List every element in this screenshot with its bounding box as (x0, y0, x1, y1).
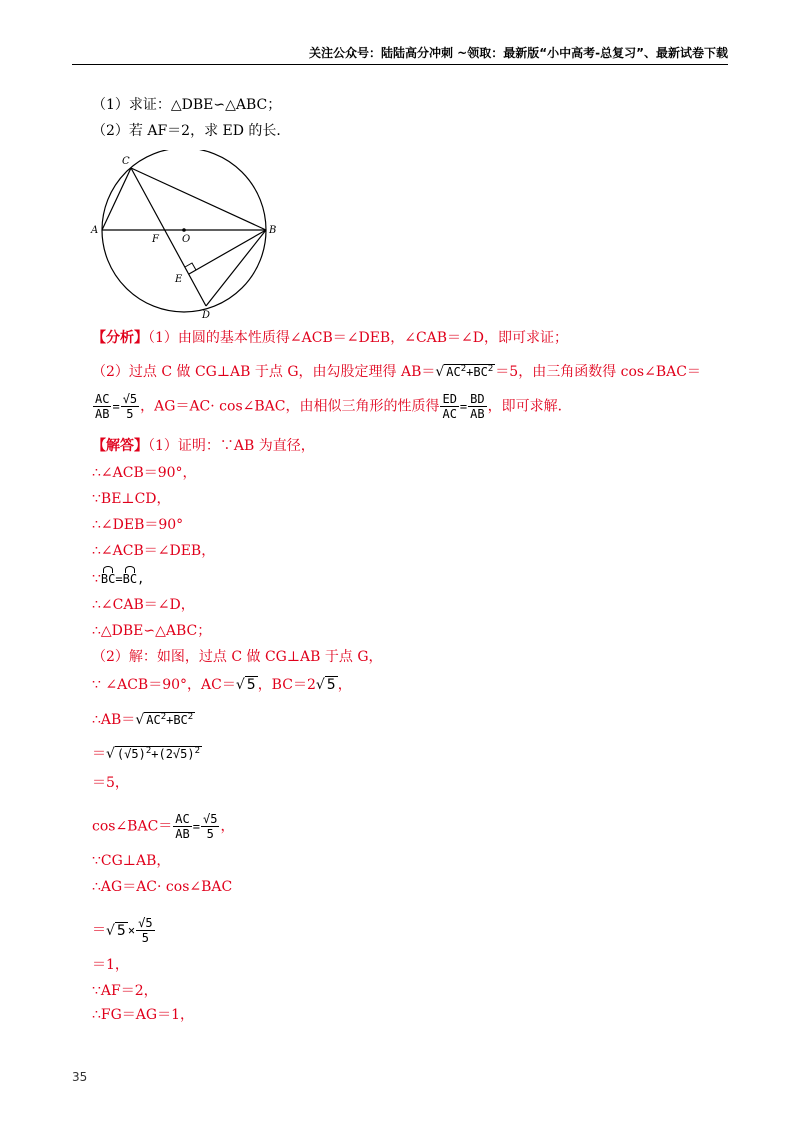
sqrt-5-b: √ 5 (315, 677, 336, 693)
arc-bc-1: BC (101, 566, 115, 588)
analysis-line3: $\frac{AC}{AB}$ = $\frac{√5}{5}$ ，AG＝AC· cos∠BAC，由相似三角形的性质得 $\frac{ED}{AC}$ = $\frac{BD}{AB}$ ，即可求解． (95, 392, 572, 421)
solution-line10: ∵ ∠ACB＝90°，AC＝√ 5 ，BC＝2√ 5 ， (92, 677, 352, 693)
solution-line6: ∵BC=BC, (92, 566, 144, 588)
fraction-sqrt5-5-sol: $\frac{√5}{5}$ (202, 812, 218, 841)
solution-line19: ∵AF＝2， (92, 983, 158, 999)
solution-line16: ∴AG＝AC· cos∠BAC (92, 879, 233, 895)
solution-line2: ∴∠ACB＝90°， (92, 465, 197, 481)
header-rule (72, 64, 728, 65)
solution-line5: ∴∠ACB＝∠DEB， (92, 543, 216, 559)
solution-line3: ∵BE⊥CD， (92, 491, 171, 507)
label-o: O (182, 234, 191, 245)
sqrt-5-a: √ 5 (235, 677, 256, 693)
solution-line12: ＝√ $(√5)^2+(2√5)^2$ (92, 742, 202, 763)
label-a: A (91, 225, 99, 236)
solution-line20: ∴FG＝AG＝1， (92, 1007, 195, 1023)
right-angle-mark (185, 263, 196, 270)
solution-line9: （2）解：如图，过点 C 做 CG⊥AB 于点 G， (92, 649, 383, 665)
analysis-text3a: ，AG＝AC· cos∠BAC，由相似三角形的性质得 (140, 398, 440, 415)
label-d: D (202, 310, 211, 320)
solution-line11: ∴AB＝√ $AC^2+BC^2$ (92, 708, 195, 729)
analysis-text2b: ＝5，由三角函数得 cos∠BAC＝ (495, 364, 701, 380)
analysis-text1: （1）由圆的基本性质得∠ACB＝∠DEB，∠CAB＝∠D，即可求证； (148, 330, 569, 346)
segment-cb (131, 168, 266, 230)
circle-figure (88, 150, 278, 320)
analysis-text2a: （2）过点 C 做 CG⊥AB 于点 G，由勾股定理得 AB＝ (92, 364, 436, 380)
analysis-text3b: ，即可求解． (487, 398, 572, 415)
sqrt-5-c: √ 5 (106, 922, 126, 939)
label-f: F (152, 234, 159, 245)
segment-be (189, 230, 266, 274)
arc-bc-2: BC (123, 566, 137, 588)
solution-line15: ∵CG⊥AB， (92, 853, 171, 869)
solution-line7: ∴∠CAB＝∠D， (92, 597, 195, 613)
center-dot (182, 228, 186, 232)
page-number: 35 (72, 1070, 88, 1084)
solution-line18: ＝1， (92, 957, 129, 973)
analysis-line1 (92, 329, 568, 347)
question-part1: （1）求证：△DBE∽△ABC； (92, 97, 282, 113)
solution-tag: 【解答】 (92, 438, 148, 454)
label-e: E (175, 274, 183, 285)
fraction-ac-ab: $\frac{AC}{AB}$ (95, 392, 110, 421)
solution-line17: ＝√ 5 × $\frac{√5}{5}$ (92, 916, 153, 945)
segment-ac (102, 168, 131, 230)
solution-line14: cos∠BAC＝ $\frac{AC}{AB}$ = $\frac{√5}{5}$ ， (92, 812, 235, 841)
analysis-line2 (92, 360, 701, 381)
fraction-ac-ab-sol: $\frac{AC}{AB}$ (175, 812, 190, 841)
solution-line1: 【解答】（1）证明：∵AB 为直径， (92, 438, 315, 454)
page-header: 关注公众号：陆陆高分冲刺 ~领取：最新版“小中高考-总复习”、最新试卷下载 (309, 46, 728, 60)
sqrt-ac2-bc2: √ $AC^2+BC^2$ (435, 364, 494, 380)
solution-line4: ∴∠DEB＝90° (92, 517, 184, 533)
question-part2: （2）若 AF＝2，求 ED 的长． (92, 123, 291, 139)
fraction-sqrt5-5: $\frac{√5}{5}$ (122, 392, 138, 421)
analysis-tag: 【分析】 (92, 330, 148, 346)
fraction-ed-ac: $\frac{ED}{AC}$ (442, 392, 457, 421)
sqrt-sum-squares: √ $(√5)^2+(2√5)^2$ (106, 746, 201, 762)
fraction-bd-ab: $\frac{BD}{AB}$ (470, 392, 485, 421)
solution-line8: ∴△DBE∽△ABC； (92, 623, 212, 639)
label-c: C (122, 156, 130, 167)
solution-line13: ＝5， (92, 775, 129, 791)
segment-cd (131, 168, 206, 306)
label-b: B (269, 225, 277, 236)
sqrt-ac2-bc2-sol: √ $AC^2+BC^2$ (135, 712, 194, 728)
fraction-sqrt5-5-ag: $\frac{√5}{5}$ (138, 916, 153, 945)
